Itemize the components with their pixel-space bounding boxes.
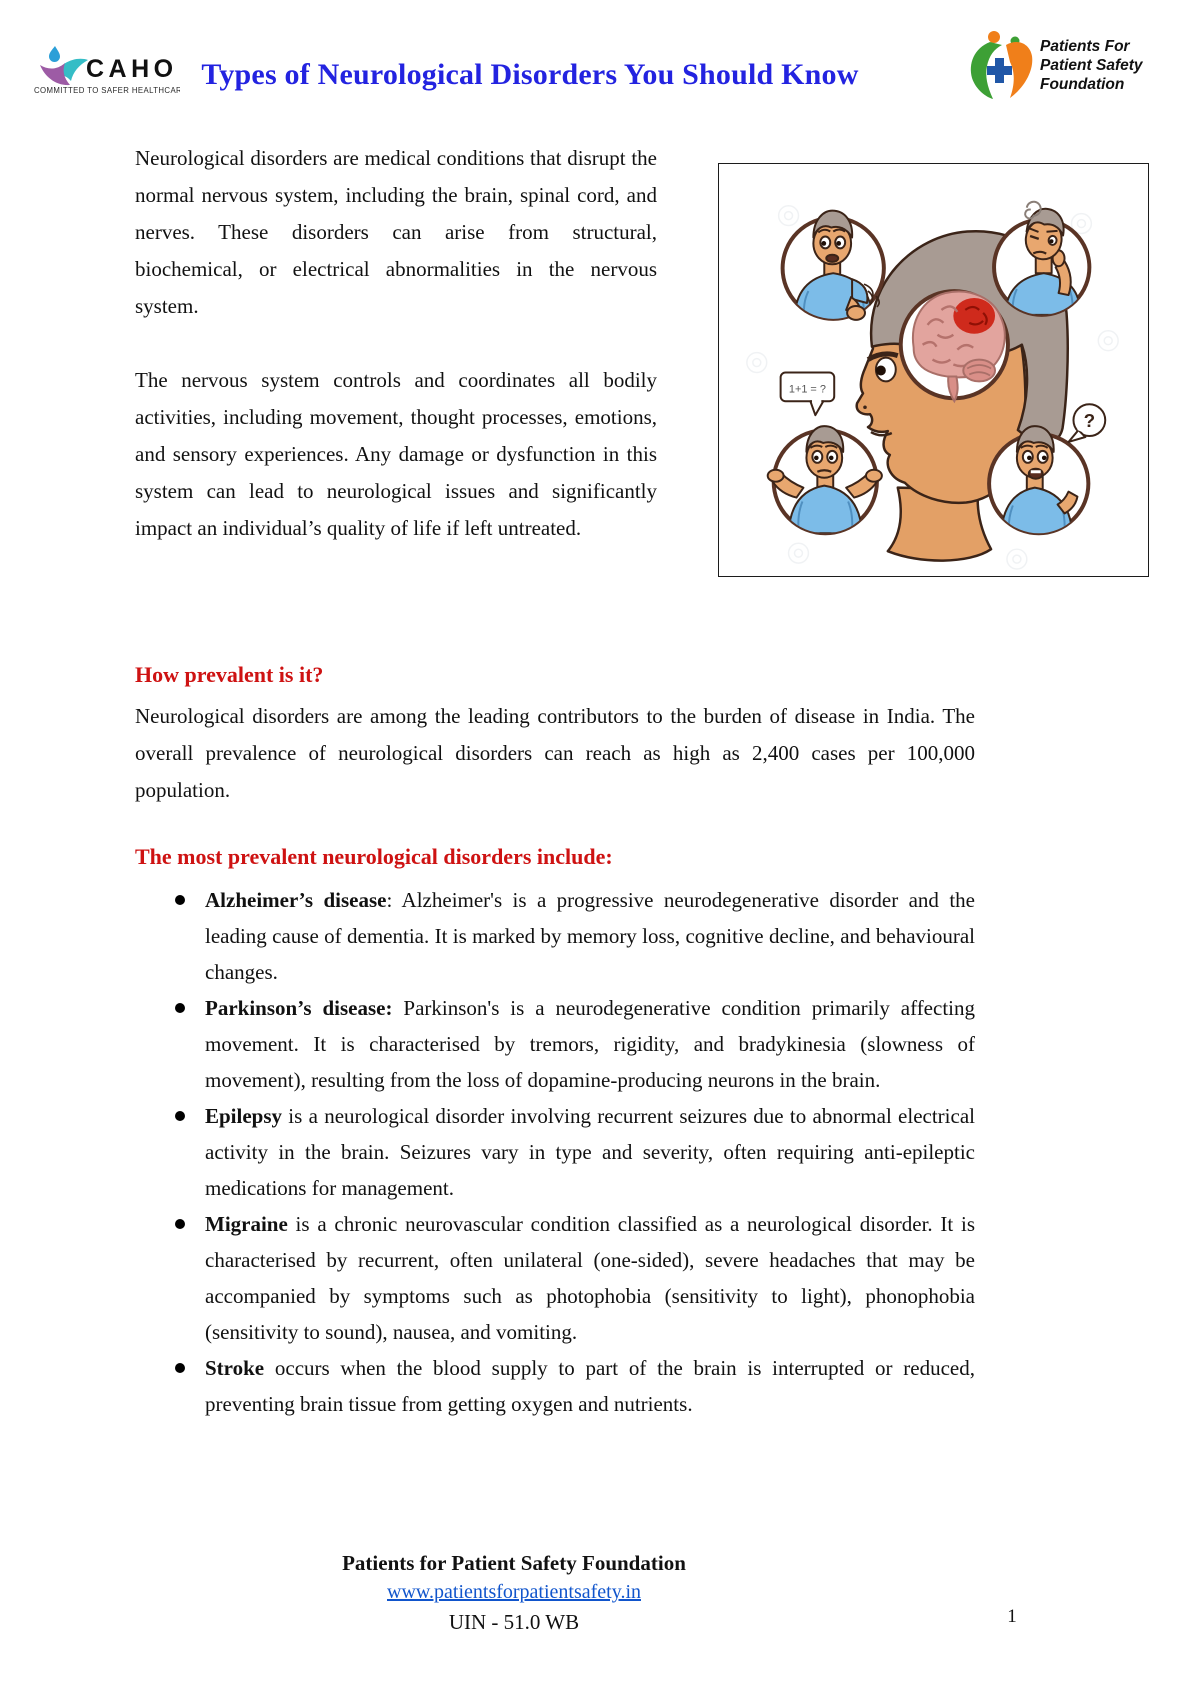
- list-item: [135, 882, 975, 990]
- bullet-icon: [175, 882, 205, 905]
- bullet-icon: [175, 990, 205, 1013]
- disorder-stroke: [205, 1350, 975, 1422]
- disorder-description: is a chronic neurovascular condition classified as a neurological disorder. It is characterised by recurrent, often unilateral (one-sided), severe headaches that may be accompanied by symptoms such as photophobia (sensitivity to light), phonophobia (sensitivity to sound), nausea, and vomiting.: [205, 1212, 975, 1344]
- brain-inset-icon: [901, 291, 1008, 401]
- pfpsf-logo: [960, 26, 1160, 110]
- caho-droplet-icon: [49, 46, 60, 62]
- disorder-term: Stroke: [205, 1356, 265, 1380]
- prevalence-heading: How prevalent is it?: [135, 662, 324, 687]
- bullet-icon: [175, 1206, 205, 1229]
- disorder-term: Migraine: [205, 1212, 288, 1236]
- disorder-term: Epilepsy: [205, 1104, 283, 1128]
- question-bubble-text: ?: [1083, 410, 1096, 432]
- list-item: [135, 1206, 975, 1350]
- footer-website-link[interactable]: www.patientsforpatientsafety.in: [387, 1581, 641, 1603]
- figure-tremor: [783, 211, 884, 321]
- disorder-term: Parkinson’s disease:: [205, 996, 393, 1020]
- neurological-illustration: [718, 163, 1149, 577]
- caho-logo-tagline: COMMITTED TO SAFER HEALTHCARE: [34, 86, 180, 95]
- disorder-epilepsy: [205, 1098, 975, 1206]
- page-title: Types of Neurological Disorders You Should Know: [201, 58, 859, 91]
- page-number: 1: [1007, 1606, 1017, 1627]
- pfpsf-logo-icon: [960, 26, 1160, 110]
- math-speech-bubble: [781, 372, 835, 415]
- footer-org-name: Patients for Patient Safety Foundation: [342, 1551, 686, 1575]
- list-item: [135, 1350, 975, 1422]
- brain-cartoon-illustration: [719, 164, 1147, 575]
- pfpsf-head-orange-icon: [988, 31, 1000, 43]
- prevalence-paragraph: Neurological disorders are among the leading contributors to the burden of disease in India. The overall prevalence of neurological disorders can reach as high as 2,400 cases per 100,000 population.: [135, 704, 975, 802]
- disorder-parkinsons: [205, 990, 975, 1098]
- math-bubble-text: 1+1 = ?: [788, 383, 826, 396]
- brain-red-region-icon: [953, 298, 995, 334]
- caho-logo-text: CAHO: [86, 55, 178, 83]
- disorder-description: Parkinson's is a neurodegenerative condition primarily affecting movement. It is characterised by tremors, rigidity, and bradykinesia (slowness of movement), resulting from the loss of dopamine-producing neurons in the brain.: [205, 996, 975, 1092]
- list-item: [135, 990, 975, 1098]
- list-item: [135, 1098, 975, 1206]
- pfpsf-text-line1: Patients For: [1040, 38, 1130, 55]
- page-footer: [0, 1549, 1028, 1637]
- question-speech-bubble: [1069, 404, 1106, 442]
- bullet-icon: [175, 1350, 205, 1373]
- pfpsf-text-line2: Patient Safety: [1040, 57, 1143, 74]
- disorder-alzheimers: [205, 882, 975, 990]
- intro-paragraph-1: Neurological disorders are medical conditions that disrupt the normal nervous system, including the brain, spinal cord, and nerves. These disorders can arise from structural, biochemical, or electrical abnormalities in the nervous system.: [135, 146, 657, 318]
- footer-uin: UIN - 51.0 WB: [448, 1610, 580, 1634]
- bullet-icon: [175, 1098, 205, 1121]
- intro-section: [135, 140, 657, 584]
- intro-paragraph-2: The nervous system controls and coordinates all bodily activities, including movement, thought processes, emotions, and sensory experiences. Any damage or dysfunction in this system can lead to neurological issues and significantly impact an individual’s quality of life if left untreated.: [135, 368, 657, 540]
- disorders-heading: The most prevalent neurological disorders include:: [135, 844, 613, 869]
- pfpsf-text-line3: Foundation: [1040, 76, 1125, 93]
- disorders-list: [135, 882, 975, 1422]
- pfpsf-cross-icon: [987, 58, 1012, 83]
- disorder-description: is a neurological disorder involving recurrent seizures due to abnormal electrical activity in the brain. Seizures vary in type and severity, often requiring anti-epileptic medications for management.: [205, 1104, 975, 1200]
- disorder-description: occurs when the blood supply to part of the brain is interrupted or reduced, preventing brain tissue from getting oxygen and nutrients.: [205, 1356, 975, 1416]
- disorder-migraine: [205, 1206, 975, 1350]
- disorder-term: Alzheimer’s disease: [205, 888, 387, 912]
- figure-confused-thinking: [994, 202, 1089, 315]
- disorder-description: : Alzheimer's is a progressive neurodegenerative disorder and the leading cause of dementia. It is marked by memory loss, cognitive decline, and behavioural changes.: [205, 888, 975, 984]
